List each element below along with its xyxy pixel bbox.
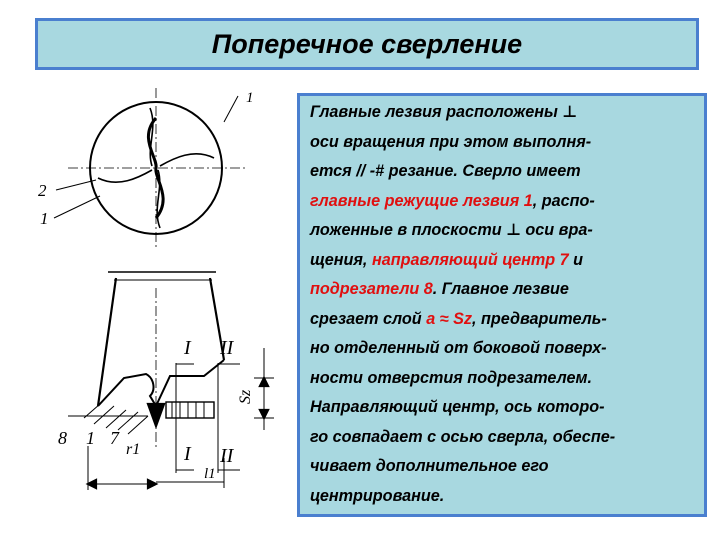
description-line <box>310 364 696 394</box>
description-line <box>310 157 696 187</box>
label-top-right-1: 1 <box>246 90 254 106</box>
description-line <box>310 128 696 158</box>
text-segment: го совпадает с осью сверла, обеспе- <box>310 427 616 446</box>
label-left-1: 1 <box>40 209 49 228</box>
description-box <box>297 93 707 517</box>
description-line <box>310 482 696 512</box>
label-section-I-top: I <box>184 337 191 359</box>
slide-title: Поперечное сверление <box>211 28 523 59</box>
description-line <box>310 216 696 246</box>
text-segment: центрирование. <box>310 486 445 505</box>
label-bottom-r1: r1 <box>126 441 141 458</box>
description-line <box>310 423 696 453</box>
label-feed-sz: Sz <box>237 389 254 404</box>
label-bottom-1: 1 <box>86 428 95 448</box>
description-line <box>310 187 696 217</box>
text-segment: , распо- <box>532 191 595 210</box>
drill-side-view <box>68 272 274 490</box>
text-segment: Главные лезвия расположены ⊥ <box>310 103 578 121</box>
text-segment: ется // -# резание. Сверло имеет <box>310 162 581 180</box>
text-segment: ложенные в плоскости ⊥ оси вра- <box>310 221 593 239</box>
description-line <box>310 305 696 335</box>
text-segment: и <box>568 250 584 269</box>
highlighted-term: главные режущие лезвия 1 <box>310 191 533 210</box>
drill-top-view <box>54 88 246 248</box>
highlighted-term: а ≈ Sz <box>426 309 472 328</box>
text-segment: . Главное лезвие <box>432 280 569 298</box>
drill-drawing <box>28 78 296 510</box>
description-line <box>310 393 696 423</box>
label-left-2: 2 <box>38 181 47 200</box>
description-line <box>310 246 696 276</box>
description-text <box>310 98 696 511</box>
description-line <box>310 275 696 305</box>
label-bottom-8: 8 <box>58 428 67 448</box>
text-segment: оси вращения при этом выполня- <box>310 132 592 151</box>
text-segment: ности отверстия подрезателем. <box>310 368 592 387</box>
description-line <box>310 334 696 364</box>
label-bottom-l1: l1 <box>204 466 216 482</box>
text-segment: но отделенный от боковой поверх- <box>310 339 607 357</box>
text-segment: срезает слой <box>310 309 427 328</box>
label-section-II-bottom: II <box>220 445 234 467</box>
highlighted-term: направляющий центр 7 <box>371 250 569 269</box>
label-bottom-7: 7 <box>110 428 119 448</box>
text-segment: чивает дополнительное его <box>310 457 549 475</box>
highlighted-term: подрезатели 8 <box>310 280 433 298</box>
label-section-I-bottom: I <box>184 443 191 465</box>
description-line <box>310 452 696 482</box>
text-segment: , предваритель- <box>471 309 607 328</box>
description-line <box>310 98 696 128</box>
text-segment: щения, <box>310 250 372 269</box>
slide-title-box <box>35 18 699 70</box>
text-segment: Направляющий центр, ось которо- <box>310 398 605 416</box>
label-section-II-top: II <box>220 337 234 359</box>
